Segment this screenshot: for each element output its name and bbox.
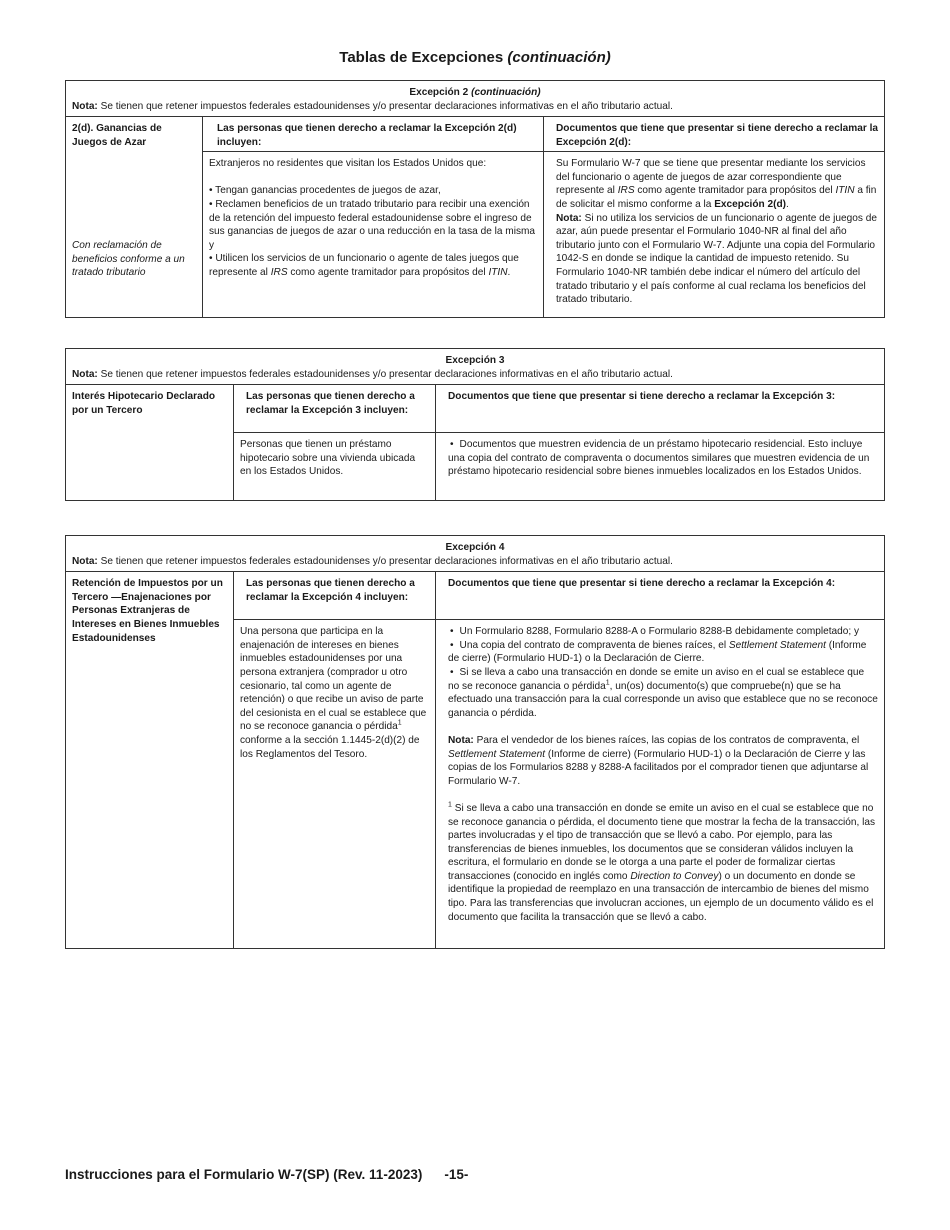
page-footer bbox=[65, 1167, 468, 1182]
documents-text: Su Formulario W-7 que se tiene que presentar mediante los servicios del funcionario o agente de juegos de azar correspondiente que represente al IRS como agente tramitador para propósitos del ITIN a fin de solicitar el mismo conforme a la Excepción 2(d). Nota: Si no utiliza los servicios de un funcionario o agente de juegos de azar, aún puede presentar el Formulario 1040-NR al final del año tributario junto con el Formulario W-7. Adjunte una copia del Formulario 1042-S en donde se indique la cantidad de impuesto retenido. Su Formulario 1040-NR también debe indicar el número del artículo del tratado tributario y el país conforme al cual reclama los beneficios del tratado tributario. bbox=[556, 158, 877, 306]
eligible-persons-text: Extranjeros no residentes que visitan los Estados Unidos que: • Tengan ganancias procedentes de juegos de azar, • Reclamen beneficios de un tratado tributario para recibir una exención de la retención del impuesto federal estadounidense sobre el ingreso de sus ganancias de juegos de azar o una reducción en la tasa de la misma y • Utilicen los servicios de un funcionario o agente de tales juegos que represente al IRS como agente tramitador para propósitos del ITIN. bbox=[209, 158, 536, 278]
footer-title: Instrucciones para el Formulario W-7(SP) (Rev. 11-2023) bbox=[65, 1167, 423, 1182]
documents-text: • Un Formulario 8288, Formulario 8288-A o Formulario 8288-B debidamente completado; y • Una copia del contrato de compraventa de bienes raíces, el Settlement Statement (Informe de cierre) (Formulario HUD-1) o la Declaración de Cierre. • Si se lleva a cabo una transacción en donde se emite un aviso en el cual se establece que no se reconoce ganancia o pérdida$^1$, un(os) documento(s) que compruebe(n) que se ha efectuado una transacción para la cual corresponde un aviso que establece que no se reconoce ganancia o pérdida. Nota: Para el vendedor de los bienes raíces, las copias de los contratos de compraventa, el Settlement Statement (Informe de cierre) (Formulario HUD-1) o la Declaración de Cierre y las copias de los Formularios 8288 y 8288-A facilitados por el comprador tienen que adjuntarse al Formulario W-7. $^1$ Si se lleva a cabo una transacción en donde se emite un aviso en el cual se establece que no se reconoce ganancia o pérdida, el documento tiene que mostrar la fecha de la transacción, las partes involucradas y el tipo de transacción que se llevó a cabo. Por ejemplo, para las transferencias de bienes inmuebles, los documentos que se consideran válidos incluyen la escritura, el formulario en donde se le otorga a una parte el poder de formalizar ciertas transacciones (conocido en inglés como Direction to Convey) o un documento en donde se identifique la propiedad de reemplazo en una transacción de intercambio de bienes del mismo tipo. Para las transferencias que involucran acciones, un ejemplo de un documento válido es el documento que facilita la transacción que se llevó a cabo. bbox=[436, 620, 884, 929]
table-note: Nota: Se tienen que retener impuestos federales estadounidenses y/o presentar declaraciones informativas en el año tributario actual. bbox=[72, 368, 673, 380]
bullet-icon bbox=[448, 439, 460, 450]
table-header bbox=[66, 536, 884, 572]
table-note: Nota: Se tienen que retener impuestos federales estadounidenses y/o presentar declaraciones informativas en el año tributario actual. bbox=[72, 555, 673, 567]
table-title: Excepción 3 bbox=[445, 355, 505, 366]
page-title: Tablas de Excepciones (continuación) bbox=[339, 49, 611, 66]
eligible-persons-text: Una persona que participa en la enajenación de intereses en bienes inmuebles estadounidenses por una persona extranjera (comprador u otro cesionario, tal como un agente de retención) o que recibe un aviso de parte del cesionista en el cual se establece que no se reconoce ganancia o pérdida$^1$ conforme a la sección 1.1445-2(d)(2) de los Reglamentos del Tesoro. bbox=[240, 626, 427, 760]
row-sublabel: Con reclamación de beneficios conforme a un tratado tributario bbox=[72, 240, 185, 279]
table-header bbox=[66, 81, 884, 117]
documents-text: • Documentos que muestren evidencia de un préstamo hipotecario residencial. Esto incluye una copia del contrato de compraventa o documentos similares que muestren evidencia de un préstamo hipotecario residencial sobre bienes inmuebles localizados en los Estados Unidos. bbox=[436, 433, 884, 484]
eligible-persons-text: Personas que tienen un préstamo hipotecario sobre una vivienda ubicada en los Estados Unidos. bbox=[240, 439, 416, 478]
table-title: Excepción 2 (continuación) bbox=[409, 87, 541, 98]
bullet-icon bbox=[448, 640, 460, 651]
note-paragraph: Nota: Para el vendedor de los bienes raíces, las copias de los contratos de compraventa, el Settlement Statement (Informe de cierre) (Formulario HUD-1) o la Declaración de Cierre y las copias de los Formularios 8288 y 8288-A facilitados por el comprador tienen que adjuntarse al Formulario W-7. bbox=[448, 734, 869, 787]
table-note: Nota: Se tienen que retener impuestos federales estadounidenses y/o presentar declaraciones informativas en el año tributario actual. bbox=[72, 100, 673, 112]
table-header bbox=[66, 349, 884, 385]
bullet-icon bbox=[448, 667, 460, 678]
table-title: Excepción 4 bbox=[445, 542, 505, 553]
exception-3-table bbox=[65, 348, 885, 501]
column-header: Las personas que tienen derecho a reclamar la Excepción 3 incluyen: bbox=[234, 385, 435, 433]
column-header: Documentos que tiene que presentar si tiene derecho a reclamar la Excepción 3: bbox=[436, 385, 884, 433]
exception-4-table bbox=[65, 535, 885, 949]
column-header: Documentos que tiene que presentar si tiene derecho a reclamar la Excepción 2(d): bbox=[544, 117, 884, 152]
row-label: 2(d). Ganancias de Juegos de Azar Con reclamación de beneficios conforme a un tratado tributario bbox=[66, 117, 202, 317]
column-header: Las personas que tienen derecho a reclamar la Excepción 2(d) incluyen: bbox=[203, 117, 543, 152]
exception-2-table bbox=[65, 80, 885, 318]
column-header: Documentos que tiene que presentar si tiene derecho a reclamar la Excepción 4: bbox=[436, 572, 884, 620]
page-number: -15- bbox=[444, 1167, 469, 1182]
row-label: Retención de Impuestos por un Tercero —Enajenaciones por Personas Extranjeras de Intereses en Bienes Inmuebles Estadounidenses bbox=[72, 578, 223, 644]
footnote: $^1$ Si se lleva a cabo una transacción en donde se emite un aviso en el cual se establece que no se reconoce ganancia o pérdida, el documento tiene que mostrar la fecha de la transacción, las partes involucradas y el tipo de transacción que se llevó a cabo. Por ejemplo, para las transferencias de bienes inmuebles, los documentos que se consideran válidos incluyen la escritura, el formulario en donde se le otorga a una parte el poder de formalizar ciertas transacciones (conocido en inglés como Direction to Convey) o un documento en donde se identifique la propiedad de reemplazo en una transacción de intercambio de bienes del mismo tipo. Para las transferencias que involucran acciones, un ejemplo de un documento válido es el documento que facilita la transacción que se llevó a cabo. bbox=[448, 801, 876, 923]
column-header: Las personas que tienen derecho a reclamar la Excepción 4 incluyen: bbox=[234, 572, 435, 620]
row-label: Interés Hipotecario Declarado por un Tercero bbox=[72, 391, 216, 416]
bullet-icon bbox=[448, 626, 460, 637]
